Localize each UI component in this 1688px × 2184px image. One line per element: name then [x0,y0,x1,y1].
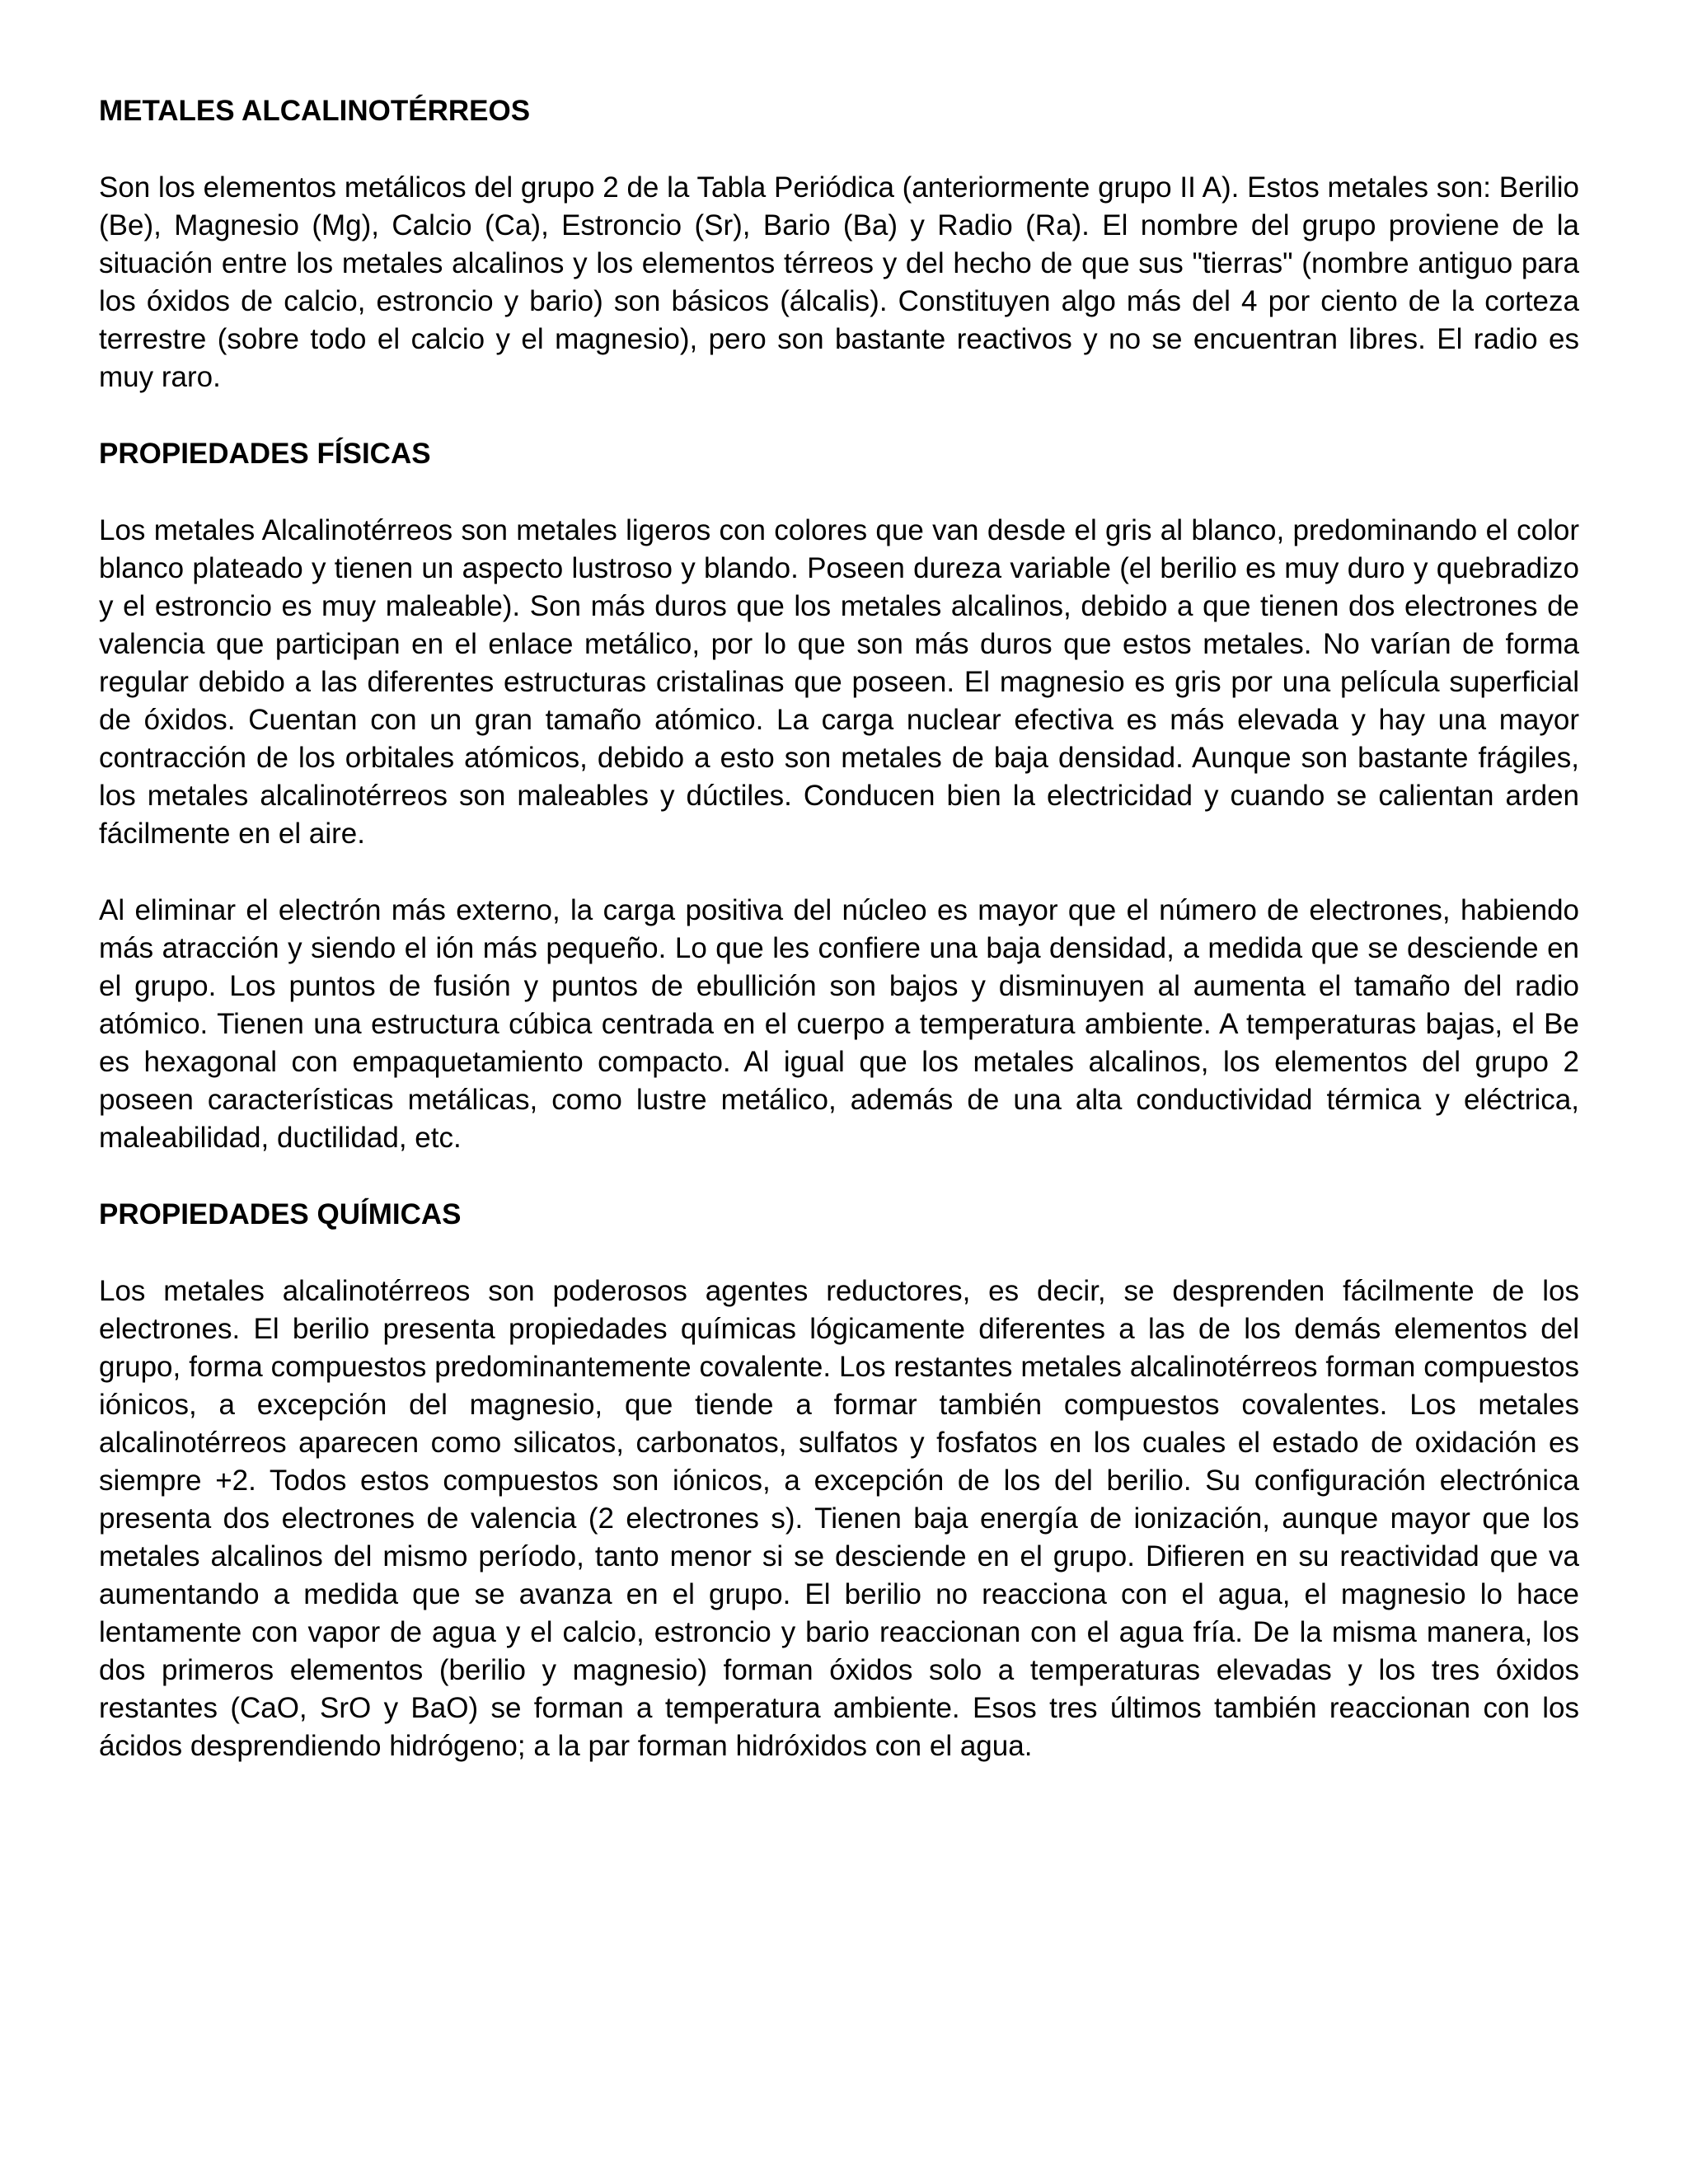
spacer [99,396,1579,435]
section-heading-propiedades-quimicas: PROPIEDADES QUÍMICAS [99,1198,462,1230]
spacer [99,130,1579,169]
section-heading-propiedades-fisicas: PROPIEDADES FÍSICAS [99,438,431,470]
document-page [99,92,1579,1765]
paragraph-fisicas-2: Al eliminar el electrón más externo, la carga positiva del núcleo es mayor que el número de electrones, habiendo más atracción y siendo el ión más pequeño. Lo que les confiere una baja densidad, a medida que se desciende en el grupo. Los puntos de fusión y puntos de ebullición son bajos y disminuyen al aumenta el tamaño del radio atómico. Tienen una estructura cúbica centrada en el cuerpo a temperatura ambiente. A temperaturas bajas, el Be es hexagonal con empaquetamiento compacto. Al igual que los metales alcalinos, los elementos del grupo 2 poseen características metálicas, como lustre metálico, además de una alta conductividad térmica y eléctrica, maleabilidad, ductilidad, etc. [99,894,1579,1154]
section-heading-metales-alcalinoterreos: METALES ALCALINOTÉRREOS [99,95,531,127]
paragraph-intro: Son los elementos metálicos del grupo 2 de la Tabla Periódica (anteriormente grupo II A). Estos metales son: Berilio (Be), Magnesio (Mg), Calcio (Ca), Estroncio (Sr), Bario (Ba) y Radio (Ra). El nombre del grupo proviene de la situación entre los metales alcalinos y los elementos térreos y del hecho de que sus "tierras" (nombre antiguo para los óxidos de calcio, estroncio y bario) son básicos (álcalis). Constituyen algo más del 4 por ciento de la corteza terrestre (sobre todo el calcio y el magnesio), pero son bastante reactivos y no se encuentran libres. El radio es muy raro. [99,171,1579,393]
spacer [99,1157,1579,1196]
spacer [99,1234,1579,1272]
paragraph-fisicas-1: Los metales Alcalinotérreos son metales ligeros con colores que van desde el gris al blanco, predominando el color blanco plateado y tienen un aspecto lustroso y blando. Poseen dureza variable (el berilio es muy duro y quebradizo y el estroncio es muy maleable). Son más duros que los metales alcalinos, debido a que tienen dos electrones de valencia que participan en el enlace metálico, por lo que son más duros que estos metales. No varían de forma regular debido a las diferentes estructuras cristalinas que poseen. El magnesio es gris por una película superficial de óxidos. Cuentan con un gran tamaño atómico. La carga nuclear efectiva es más elevada y hay una mayor contracción de los orbitales atómicos, debido a esto son metales de baja densidad. Aunque son bastante frágiles, los metales alcalinotérreos son maleables y dúctiles. Conducen bien la electricidad y cuando se calientan arden fácilmente en el aire. [99,514,1579,850]
spacer [99,473,1579,512]
spacer [99,853,1579,892]
paragraph-quimicas-1: Los metales alcalinotérreos son poderosos agentes reductores, es decir, se desprenden fácilmente de los electrones. El berilio presenta propiedades químicas lógicamente diferentes a las de los demás elementos del grupo, forma compuestos predominantemente covalente. Los restantes metales alcalinotérreos forman compuestos iónicos, a excepción del magnesio, que tiende a formar también compuestos covalentes. Los metales alcalinotérreos aparecen como silicatos, carbonatos, sulfatos y fosfatos en los cuales el estado de oxidación es siempre +2. Todos estos compuestos son iónicos, a excepción de los del berilio. Su configuración electrónica presenta dos electrones de valencia (2 electrones s). Tienen baja energía de ionización, aunque mayor que los metales alcalinos del mismo período, tanto menor si se desciende en el grupo. Difieren en su reactividad que va aumentando a medida que se avanza en el grupo. El berilio no reacciona con el agua, el magnesio lo hace lentamente con vapor de agua y el calcio, estroncio y bario reaccionan con el agua fría. De la misma manera, los dos primeros elementos (berilio y magnesio) forman óxidos solo a temperaturas elevadas y los tres óxidos restantes (CaO, SrO y BaO) se forman a temperatura ambiente. Esos tres últimos también reaccionan con los ácidos desprendiendo hidrógeno; a la par forman hidróxidos con el agua. [99,1275,1579,1762]
